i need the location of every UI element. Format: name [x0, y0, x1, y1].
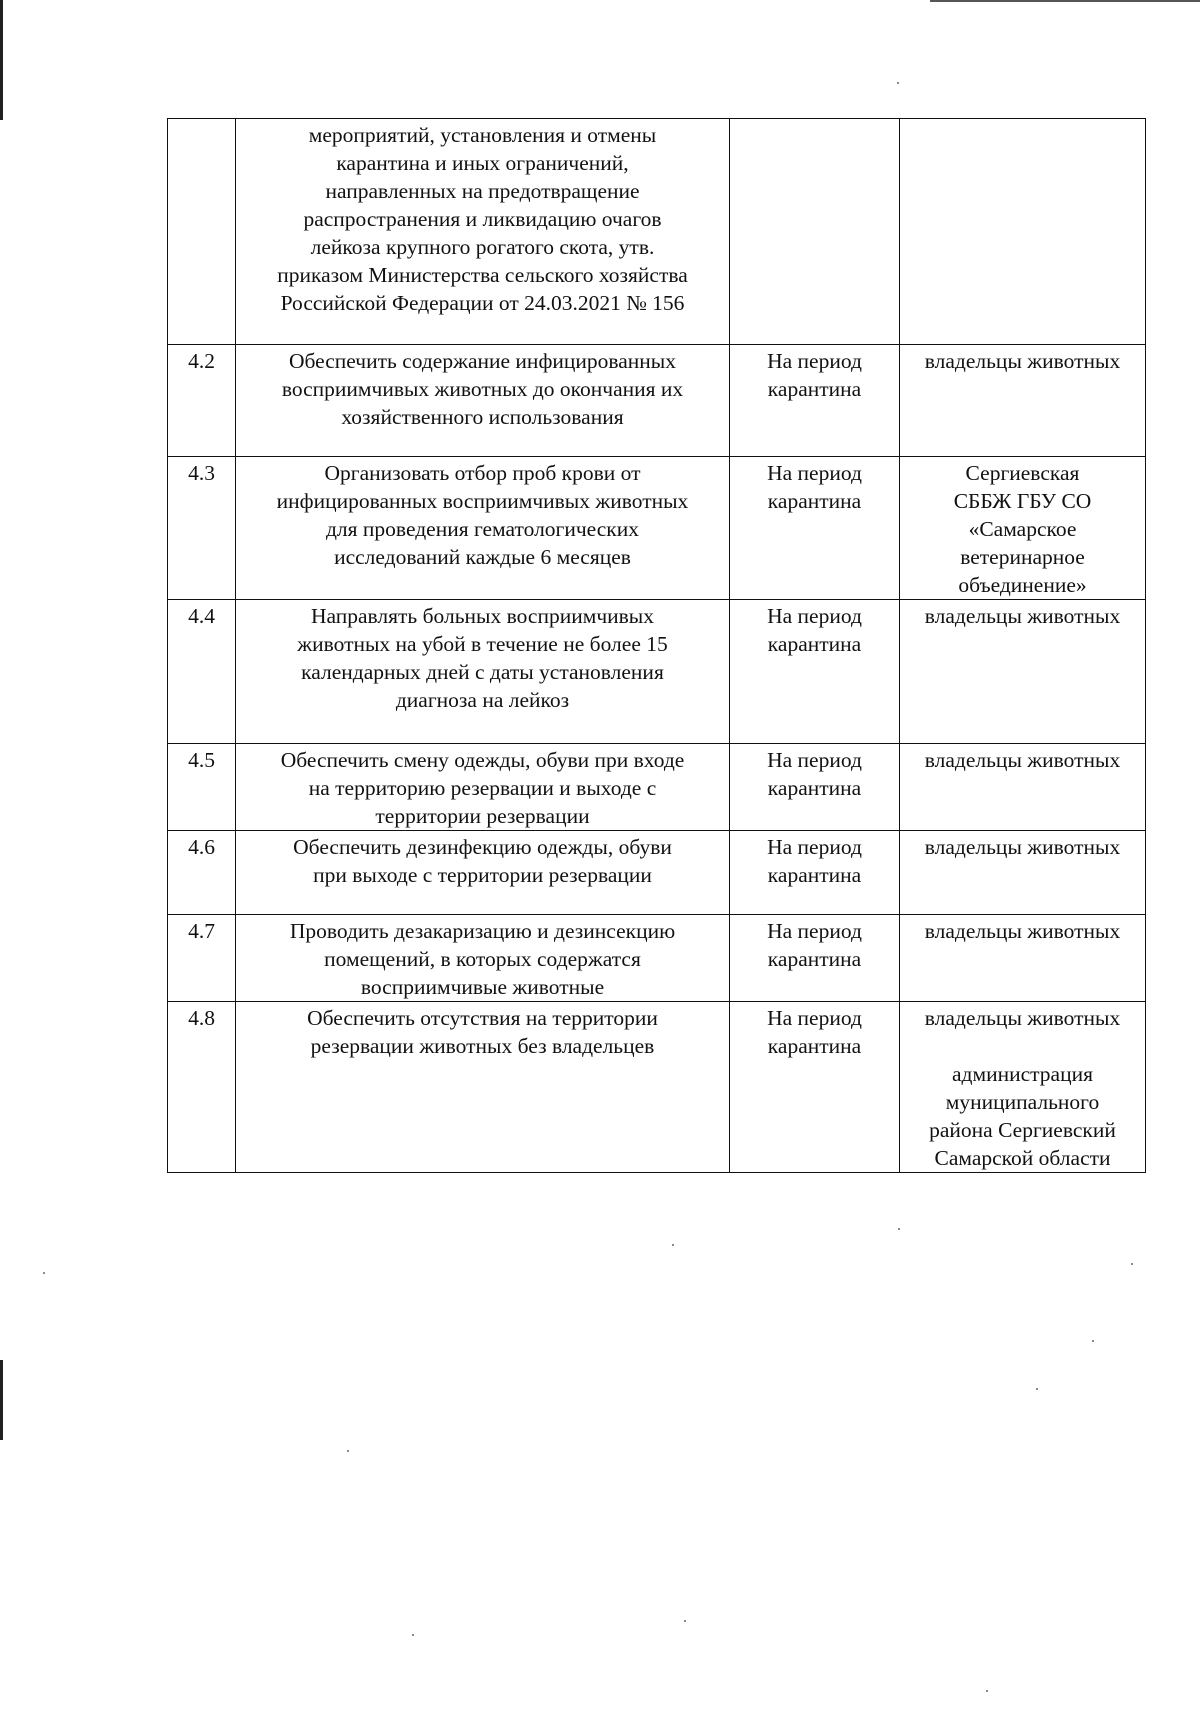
period-line: На период — [767, 604, 862, 628]
scan-speck — [986, 1690, 988, 1692]
measure-line: исследований каждые 6 месяцев — [334, 545, 631, 569]
responsible-line: ветеринарное — [960, 545, 1085, 569]
measure-line: Обеспечить отсутствия на территории — [307, 1006, 658, 1030]
responsible-line: администрация — [952, 1062, 1093, 1086]
scan-edge-mark — [0, 1360, 3, 1440]
measure-cell — [236, 119, 730, 345]
scan-speck — [684, 1620, 686, 1622]
responsible-cell — [900, 831, 1146, 915]
period-cell — [730, 119, 900, 345]
period-cell — [730, 457, 900, 600]
period-line: На период — [767, 349, 862, 373]
item-number-cell — [168, 600, 236, 744]
scan-speck — [1036, 1388, 1038, 1390]
table-row — [168, 1002, 1146, 1173]
scan-speck — [43, 1272, 45, 1274]
item-number-cell — [168, 457, 236, 600]
responsible-line: СББЖ ГБУ СО — [953, 489, 1092, 513]
item-number: 4.5 — [188, 748, 215, 772]
item-number: 4.6 — [188, 835, 215, 859]
responsible-cell — [900, 1002, 1146, 1173]
item-number: 4.8 — [188, 1006, 215, 1030]
item-number: 4.2 — [188, 349, 215, 373]
period-line: На период — [767, 748, 862, 772]
period-cell — [730, 1002, 900, 1173]
period-line: карантина — [767, 1034, 862, 1058]
measure-line: Обеспечить содержание инфицированных — [288, 349, 677, 373]
measure-line: Направлять больных восприимчивых — [310, 604, 655, 628]
measure-line: Обеспечить смену одежды, обуви при входе — [280, 748, 685, 772]
measure-cell — [236, 915, 730, 1002]
measure-line: восприимчивых животных до окончания их — [281, 377, 684, 401]
measure-line: Обеспечить дезинфекцию одежды, обуви — [293, 835, 672, 859]
table-row — [168, 831, 1146, 915]
responsible-line: владельцы животных — [924, 748, 1121, 772]
item-number: 4.3 — [188, 461, 215, 485]
responsible-line: муниципального — [945, 1090, 1100, 1114]
period-line: карантина — [767, 377, 862, 401]
responsible-cell — [900, 345, 1146, 457]
responsible-line: владельцы животных — [924, 835, 1121, 859]
item-number-cell — [168, 744, 236, 831]
measure-line: для проведения гематологических — [325, 517, 640, 541]
period-cell — [730, 915, 900, 1002]
measure-cell — [236, 345, 730, 457]
period-line: На период — [767, 919, 862, 943]
responsible-cell — [900, 119, 1146, 345]
responsible-line: объединение» — [958, 573, 1087, 597]
scan-edge-mark — [930, 0, 1200, 2]
measure-line: карантина и иных ограничений, — [336, 151, 629, 175]
responsible-line: района Сергиевский — [929, 1118, 1116, 1142]
measure-line: резервации животных без владельцев — [310, 1034, 655, 1058]
period-line: карантина — [767, 947, 862, 971]
scan-speck — [347, 1450, 349, 1452]
responsible-cell — [900, 744, 1146, 831]
responsible-cell — [900, 457, 1146, 600]
item-number-cell — [168, 831, 236, 915]
measure-line: восприимчивые животные — [360, 975, 605, 999]
measure-line: мероприятий, установления и отмены — [308, 123, 657, 147]
measures-table-body — [168, 119, 1146, 1173]
scan-speck — [1131, 1263, 1133, 1265]
measure-cell — [236, 600, 730, 744]
period-cell — [730, 831, 900, 915]
scan-speck — [1092, 1340, 1094, 1342]
responsible-cell — [900, 600, 1146, 744]
period-line: карантина — [767, 489, 862, 513]
period-line: На период — [767, 835, 862, 859]
period-line: На период — [767, 461, 862, 485]
scan-speck — [898, 1228, 900, 1230]
table-row — [168, 600, 1146, 744]
period-cell — [730, 600, 900, 744]
responsible-line: владельцы животных — [924, 1006, 1121, 1030]
measure-cell — [236, 1002, 730, 1173]
period-line: карантина — [767, 776, 862, 800]
measure-line: помещений, в которых содержатся — [324, 947, 641, 971]
item-number: 4.7 — [188, 919, 215, 943]
measure-line: календарных дней с даты установления — [301, 660, 664, 684]
table-row — [168, 345, 1146, 457]
measures-table — [167, 118, 1146, 1173]
measure-line: Российской Федерации от 24.03.2021 № 156 — [280, 291, 685, 315]
measure-line: животных на убой в течение не более 15 — [297, 632, 668, 656]
measure-line: инфицированных восприимчивых животных — [276, 489, 689, 513]
scan-speck — [412, 1634, 414, 1636]
measure-line: распространения и ликвидацию очагов — [303, 207, 662, 231]
measure-line: хозяйственного использования — [341, 405, 624, 429]
scan-speck — [672, 1244, 674, 1246]
responsible-line: Сергиевская — [965, 461, 1080, 485]
responsible-line: владельцы животных — [924, 349, 1121, 373]
responsible-line: «Самарское — [968, 517, 1077, 541]
measure-cell — [236, 744, 730, 831]
period-line: На период — [767, 1006, 862, 1030]
spacer — [906, 1032, 1139, 1060]
scan-edge-mark — [0, 0, 3, 120]
period-line: карантина — [767, 863, 862, 887]
table-row — [168, 457, 1146, 600]
scan-speck — [897, 82, 899, 84]
measure-cell — [236, 831, 730, 915]
measure-line: территории резервации — [375, 804, 590, 828]
measure-line: Организовать отбор проб крови от — [324, 461, 641, 485]
responsible-line: Самарской области — [934, 1146, 1111, 1170]
measure-line: на территорию резервации и выходе с — [308, 776, 657, 800]
item-number-cell — [168, 119, 236, 345]
item-number-cell — [168, 1002, 236, 1173]
measure-line: приказом Министерства сельского хозяйства — [277, 263, 688, 287]
period-cell — [730, 345, 900, 457]
measure-line: Проводить дезакаризацию и дезинсекцию — [289, 919, 676, 943]
measure-line: лейкоза крупного рогатого скота, утв. — [310, 235, 655, 259]
period-line: карантина — [767, 632, 862, 656]
period-cell — [730, 744, 900, 831]
measure-line: направленных на предотвращение — [325, 179, 640, 203]
item-number-cell — [168, 915, 236, 1002]
table-row — [168, 119, 1146, 345]
responsible-line: владельцы животных — [924, 604, 1121, 628]
responsible-line: владельцы животных — [924, 919, 1121, 943]
table-row — [168, 744, 1146, 831]
measure-line: диагноза на лейкоз — [395, 688, 570, 712]
measure-cell — [236, 457, 730, 600]
responsible-cell — [900, 915, 1146, 1002]
item-number: 4.4 — [188, 604, 215, 628]
measure-line: при выходе с территории резервации — [313, 863, 652, 887]
table-row — [168, 915, 1146, 1002]
item-number-cell — [168, 345, 236, 457]
